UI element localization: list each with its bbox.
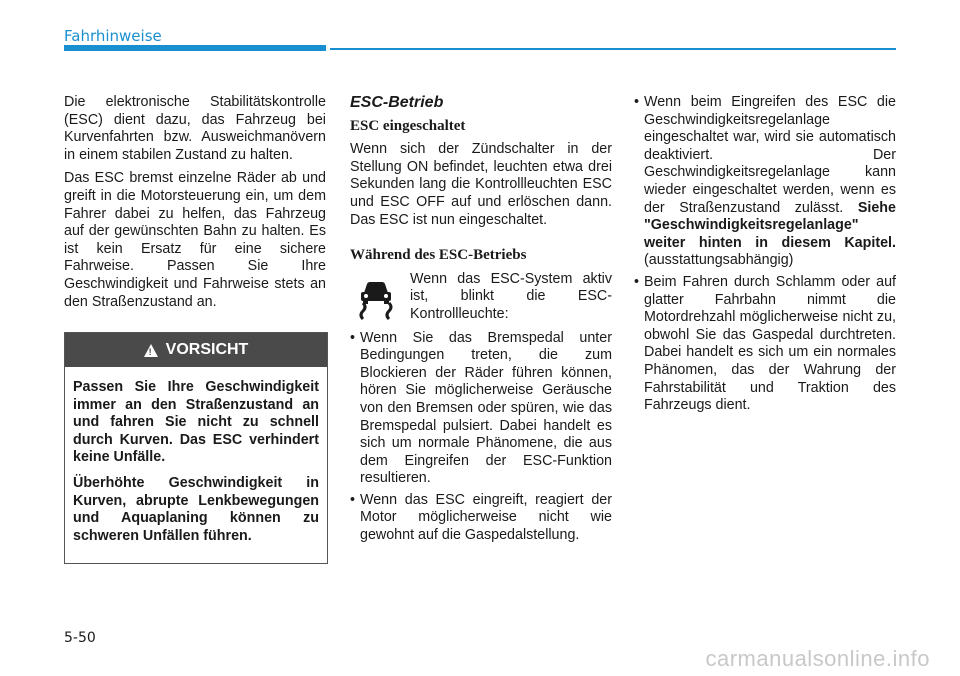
section-title: ESC-Betrieb xyxy=(350,94,444,111)
esc-skid-car-icon xyxy=(350,271,402,323)
watermark: carmanualsonline.info xyxy=(705,646,930,671)
cruise-control-text: Wenn beim Eingreifen des ESC die Geschwindigkeitsregelanlage eingeschaltet war, wird sie automatisch deaktiviert. Der Geschwindigkeitsregelanlage kann wieder eingeschaltet werden, wenn es der Straßenzustand zulässt. xyxy=(644,94,896,216)
warning-body xyxy=(65,367,327,563)
warning-paragraph-2: Überhöhte Geschwindigkeit in Kurven, abrupte Lenkbewegungen und Aquaplaning können zu schweren Unfällen führen. xyxy=(73,474,319,544)
subsection-title-esc-on: ESC eingeschaltet xyxy=(350,117,466,134)
cross-reference: Siehe "Geschwindigkeitsregelanlage" weiter hinten in diesem Kapitel. xyxy=(644,199,896,251)
warning-box xyxy=(64,332,328,564)
esc-on-paragraph: Wenn sich der Zündschalter in der Stellung ON befindet, leuchten etwa drei Sekunden lang die Kontrollleuchten ESC und ESC OFF auf und erlöschen dann. Das ESC ist nun eingeschaltet. xyxy=(350,141,612,228)
intro-paragraph: Die elektronische Stabilitätskontrolle (ESC) dient dazu, das Fahrzeug bei Kurvenfahrten bzw. Ausweichmanövern in einem stabilen Zustand zu halten. xyxy=(64,94,326,163)
subsection-title-esc-active: Während des ESC-Betriebs xyxy=(350,247,527,264)
esc-indicator-text: Wenn das ESC-System aktiv ist, blinkt die ESC-Kontrollleuchte: xyxy=(410,270,612,322)
warning-header xyxy=(65,333,327,367)
column-middle xyxy=(350,94,612,549)
column-right xyxy=(634,94,896,419)
warning-triangle-icon: ! xyxy=(144,344,158,357)
column-left xyxy=(64,94,326,317)
warning-title: VORSICHT xyxy=(165,341,249,358)
page-number: 5-50 xyxy=(64,630,96,646)
list-item: • Wenn Sie das Bremspedal unter Bedingungen treten, die zum Blockieren der Räder führen können, hören Sie möglicherweise Geräusche von den Bremsen oder spüren, wie das Bremspedal pulsiert. Dabei handelt es sich um normale Phänomene, die aus dem Eingreifen der ESC-Funktion resultieren. xyxy=(350,330,612,488)
esc-description-paragraph: Das ESC bremst einzelne Räder ab und greift in die Motorsteuerung ein, um dem Fahrer dabei zu helfen, das Fahrzeug auf der gewünschten Bahn zu halten. Es ist kein Ersatz für eine sichere Fahrweise. Passen Sie Ihre Geschwindigkeit und Fahrweise stets an den Straßenzustand an. xyxy=(64,170,326,310)
header-rule-thick xyxy=(64,45,326,51)
list-item: • Wenn das ESC eingreift, reagiert der Motor möglicherweise nicht wie gewohnt auf die Gaspedalstellung. xyxy=(350,492,612,545)
warning-paragraph-1: Passen Sie Ihre Geschwindigkeit immer an den Straßenzustand an und fahren Sie nicht zu schnell durch Kurven. Das ESC verhindert keine Unfälle. xyxy=(73,379,319,466)
section-header-title: Fahrhinweise xyxy=(64,27,162,45)
list-item-cruise-control xyxy=(634,94,896,270)
equipment-note: (ausstattungsabhängig) xyxy=(644,252,794,269)
list-item-mud: • Beim Fahren durch Schlamm oder auf glatter Fahrbahn nimmt die Motordrehzahl möglicherweise nicht zu, obwohl Sie das Gaspedal durchtreten. Dabei handelt es sich um ein normales Phänomen, das der Wahrung der Fahrstabilität und Traktion des Fahrzeugs dient. xyxy=(634,274,896,415)
esc-indicator-row xyxy=(350,271,612,324)
header-rule-thin xyxy=(330,48,896,50)
